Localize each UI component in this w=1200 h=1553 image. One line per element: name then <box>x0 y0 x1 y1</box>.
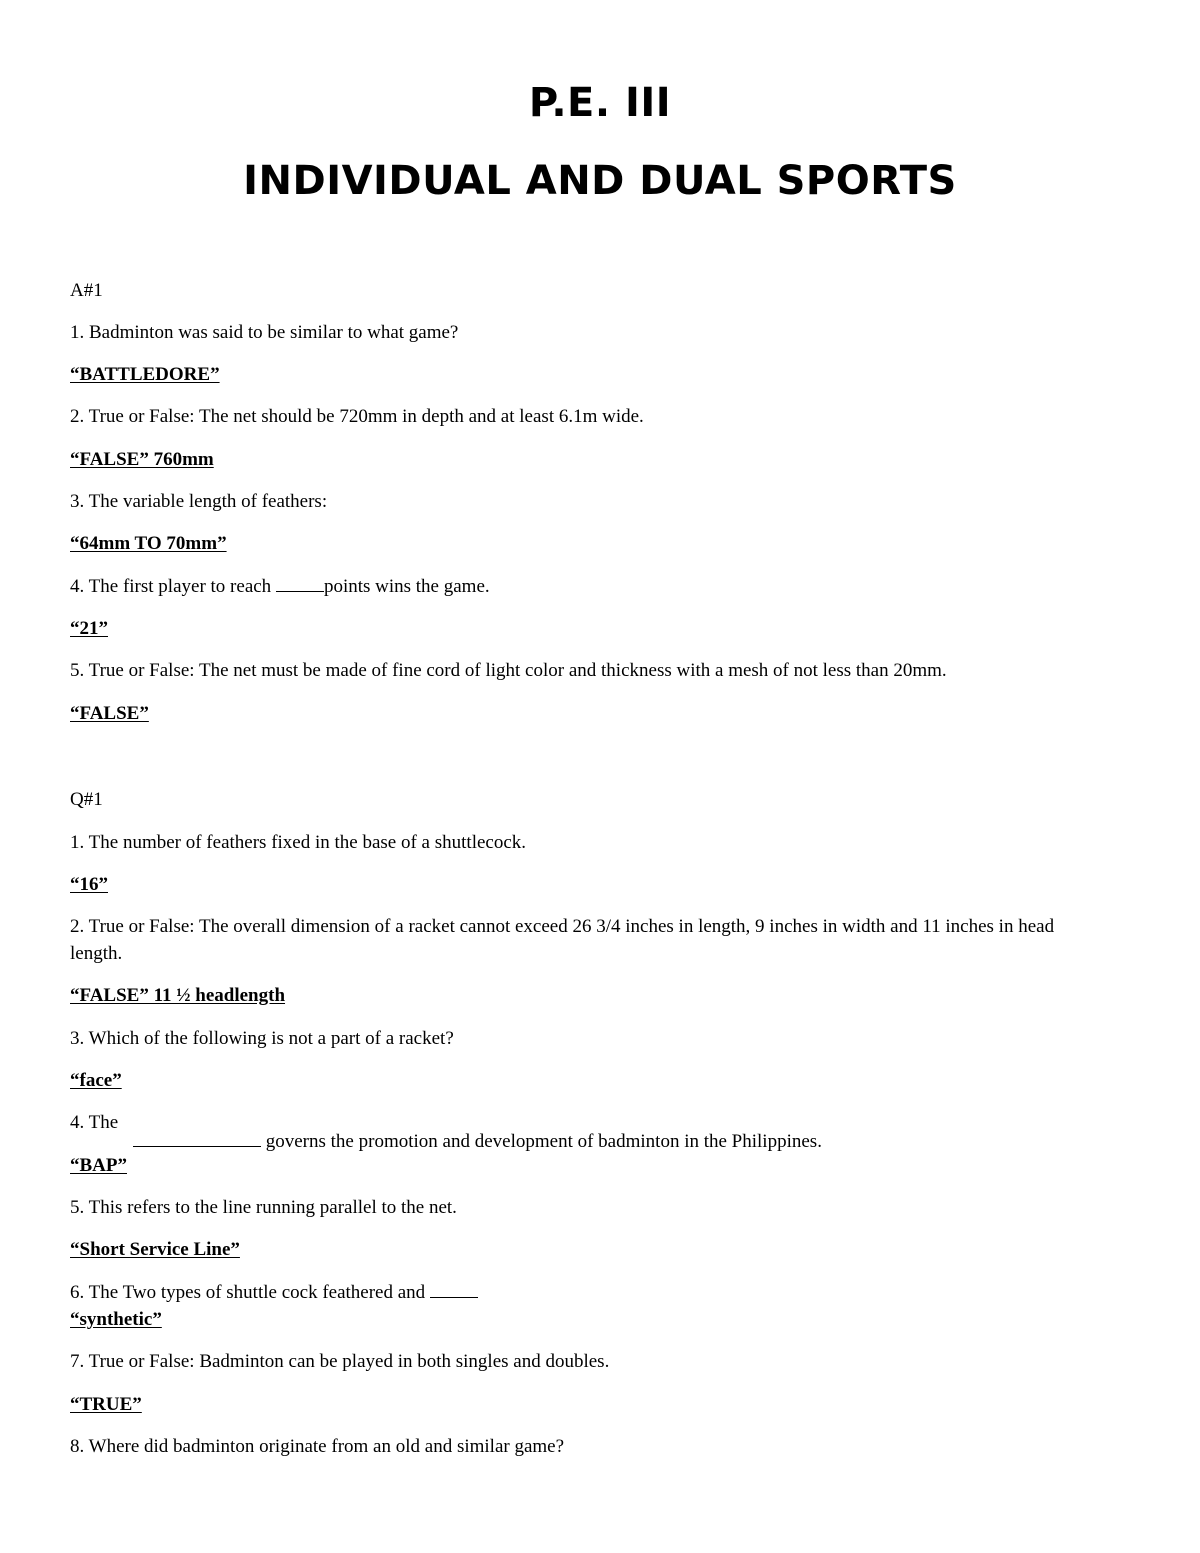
a-question-1: 1. Badminton was said to be similar to what game? <box>70 322 459 343</box>
a-question-2: 2. True or False: The net should be 720mm in depth and at least 6.1m wide. <box>70 406 644 427</box>
q-question-6-text: 6. The Two types of shuttle cock feathered and <box>70 1282 430 1303</box>
a-question-4-before: 4. The first player to reach <box>70 576 276 597</box>
q-question-4-line1: 4. The <box>70 1112 119 1133</box>
a-answer-4: “21” <box>70 618 108 639</box>
a-question-4 <box>70 573 490 600</box>
q-answer-2: “FALSE” 11 ½ headlength <box>70 985 286 1006</box>
q-question-4-line2 <box>70 1128 822 1155</box>
a-answer-1: “BATTLEDORE” <box>70 364 220 385</box>
q-question-5: 5. This refers to the line running parallel to the net. <box>70 1197 457 1218</box>
q-question-8: 8. Where did badminton originate from an old and similar game? <box>70 1436 565 1457</box>
a-question-5: 5. True or False: The net must be made of fine cord of light color and thickness with a mesh of not less than 20mm. <box>70 660 947 681</box>
fill-in-blank <box>133 1128 261 1147</box>
section-a-label: A#1 <box>70 280 103 301</box>
q-question-6 <box>70 1279 478 1306</box>
section-q-label: Q#1 <box>70 789 103 810</box>
q-answer-1: “16” <box>70 874 108 895</box>
q-answer-3: “face” <box>70 1070 122 1091</box>
fill-in-blank <box>430 1279 478 1298</box>
q-answer-4: “BAP” <box>70 1155 127 1176</box>
q-question-7: 7. True or False: Badminton can be played in both singles and doubles. <box>70 1351 610 1372</box>
document-subtitle: INDIVIDUAL AND DUAL SPORTS <box>243 158 957 204</box>
a-answer-5: “FALSE” <box>70 703 149 724</box>
q-question-4-text: governs the promotion and development of badminton in the Philippines. <box>265 1131 822 1152</box>
document-title: P.E. III <box>528 80 672 126</box>
q-answer-7: “TRUE” <box>70 1394 142 1415</box>
q-question-2: 2. True or False: The overall dimension of a racket cannot exceed 26 3/4 inches in length, 9 inches in width and 11 inches in head length. <box>70 916 1055 964</box>
q-question-1: 1. The number of feathers fixed in the base of a shuttlecock. <box>70 832 527 853</box>
fill-in-blank <box>276 573 324 592</box>
a-answer-2: “FALSE” 760mm <box>70 449 214 470</box>
a-question-4-after: points wins the game. <box>323 576 490 597</box>
a-question-3: 3. The variable length of feathers: <box>70 491 328 512</box>
a-answer-3: “64mm TO 70mm” <box>70 533 227 554</box>
q-answer-6: “synthetic” <box>70 1309 162 1330</box>
q-question-3: 3. Which of the following is not a part of a racket? <box>70 1028 454 1049</box>
q-answer-5: “Short Service Line” <box>70 1239 240 1260</box>
